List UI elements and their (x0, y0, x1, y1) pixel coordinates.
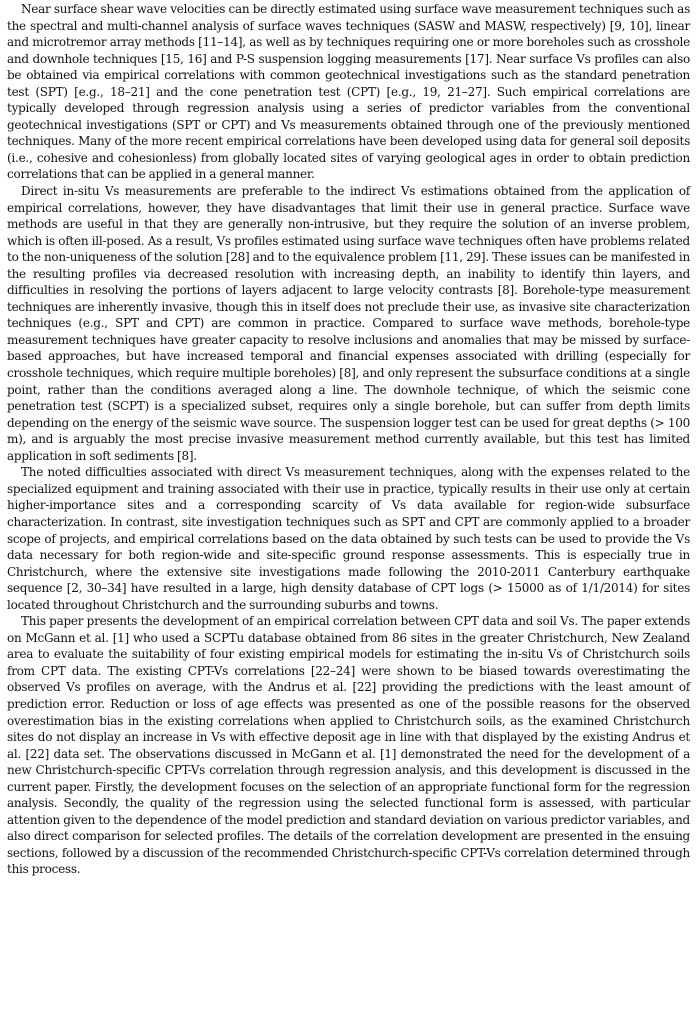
paragraph-direct-measurements: Direct in-situ Vs measurements are preferable to the indirect Vs estimations obtained from the application of empirical correlations, however, they have disadvantages that limit their use in general practice. Surface wave methods are useful in that they are generally non-intrusive, but they require the solution of an inverse problem, which is often ill-posed. As a result, Vs profiles estimated using surface wave techniques often have problems related to the non-uniqueness of the solution [28] and to the equivalence problem [11, 29]. These issues can be manifested in the resulting profiles via decreased resolution with increasing depth, an inability to identify thin layers, and difficulties in resolving the portions of layers adjacent to large velocity contrasts [8]. Borehole-type measurement techniques are inherently invasive, though this in itself does not preclude their use, as invasive site characterization techniques (e.g., SPT and CPT) are common in practice. Compared to surface wave methods, borehole-type measurement techniques have greater capacity to resolve inclusions and anomalies that may be missed by surface-based approaches, but have increased temporal and financial expenses associated with drilling (especially for crosshole techniques, which require multiple boreholes) [8], and only represent the subsurface conditions at a single point, rather than the conditions averaged along a line. The downhole technique, of which the seismic cone penetration test (SCPT) is a specialized subset, requires only a single borehole, but can suffer from depth limits depending on the energy of the seismic wave source. The suspension logger test can be used for great depths (> 100 m), and is arguably the most precise invasive measurement method currently available, but this test has limited application in soft sediments [8]. (7, 184, 690, 463)
paragraph-surface-wave-methods: Near surface shear wave velocities can be directly estimated using surface wave measurement techniques such as the spectral and multi-channel analysis of surface waves techniques (SASW and MASW, respectively) [9, 10], linear and microtremor array methods [11–14], as well as by techniques requiring one or more boreholes such as crosshole and downhole techniques [15, 16] and P-S suspension logging measurements [17]. Near surface Vs profiles can also be obtained via empirical correlations with common geotechnical investigations such as the standard penetration test (SPT) [e.g., 18–21] and the cone penetration test (CPT) [e.g., 19, 21–27]. Such empirical correlations are typically developed through regression analysis using a series of predictor variables from the conventional geotechnical investigations (SPT or CPT) and Vs measurements obtained through one of the previously mentioned techniques. Many of the more recent empirical correlations have been developed using data for general soil deposits (i.e., cohesive and cohesionless) from globally located sites of varying geological ages in order to obtain prediction correlations that can be applied in a general manner. (7, 2, 690, 182)
paragraph-noted-difficulties: The noted difficulties associated with direct Vs measurement techniques, along with the expenses related to the specialized equipment and training associated with their use in practice, typically results in their use only at certain higher-importance sites and a corresponding scarcity of Vs data available for region-wide subsurface characterization. In contrast, site investigation techniques such as SPT and CPT are commonly applied to a broader scope of projects, and empirical correlations based on the data obtained by such tests can be used to provide the Vs data necessary for both region-wide and site-specific ground response assessments. This is especially true in Christchurch, where the extensive site investigations made following the 2010-2011 Canterbury earthquake sequence [2, 30–34] have resulted in a large, high density database of CPT logs (> 15000 as of 1/1/2014) for sites located throughout Christchurch and the surrounding suburbs and towns. (7, 465, 690, 612)
paragraph-paper-overview: This paper presents the development of an empirical correlation between CPT data and soil Vs. The paper extends on McGann et al. [1] who used a SCPTu database obtained from 86 sites in the greater Christchurch, New Zealand area to evaluate the suitability of four existing empirical models for estimating the in-situ Vs of Christchurch soils from CPT data. The existing CPT-Vs correlations [22–24] were shown to be biased towards overestimating the observed Vs profiles on average, with the Andrus et al. [22] providing the predictions with the least amount of prediction error. Reduction or loss of age effects was presented as one of the possible reasons for the observed overestimation bias in the existing correlations when applied to Christchurch soils, as the examined Christchurch sites do not display an increase in Vs with effective deposit age in line with that displayed by the existing Andrus et al. [22] data set. The observations discussed in McGann et al. [1] demonstrated the need for the development of a new Christchurch-specific CPT-Vs correlation through regression analysis, and this development is discussed in the current paper. Firstly, the development focuses on the selection of an appropriate functional form for the regression analysis. Secondly, the quality of the regression using the selected functional form is assessed, with particular attention given to the dependence of the model prediction and standard deviation on various predictor variables, and also direct comparison for selected profiles. The details of the correlation development are presented in the ensuing sections, followed by a discussion of the recommended Christchurch-specific CPT-Vs correlation determined through this process. (7, 614, 690, 877)
